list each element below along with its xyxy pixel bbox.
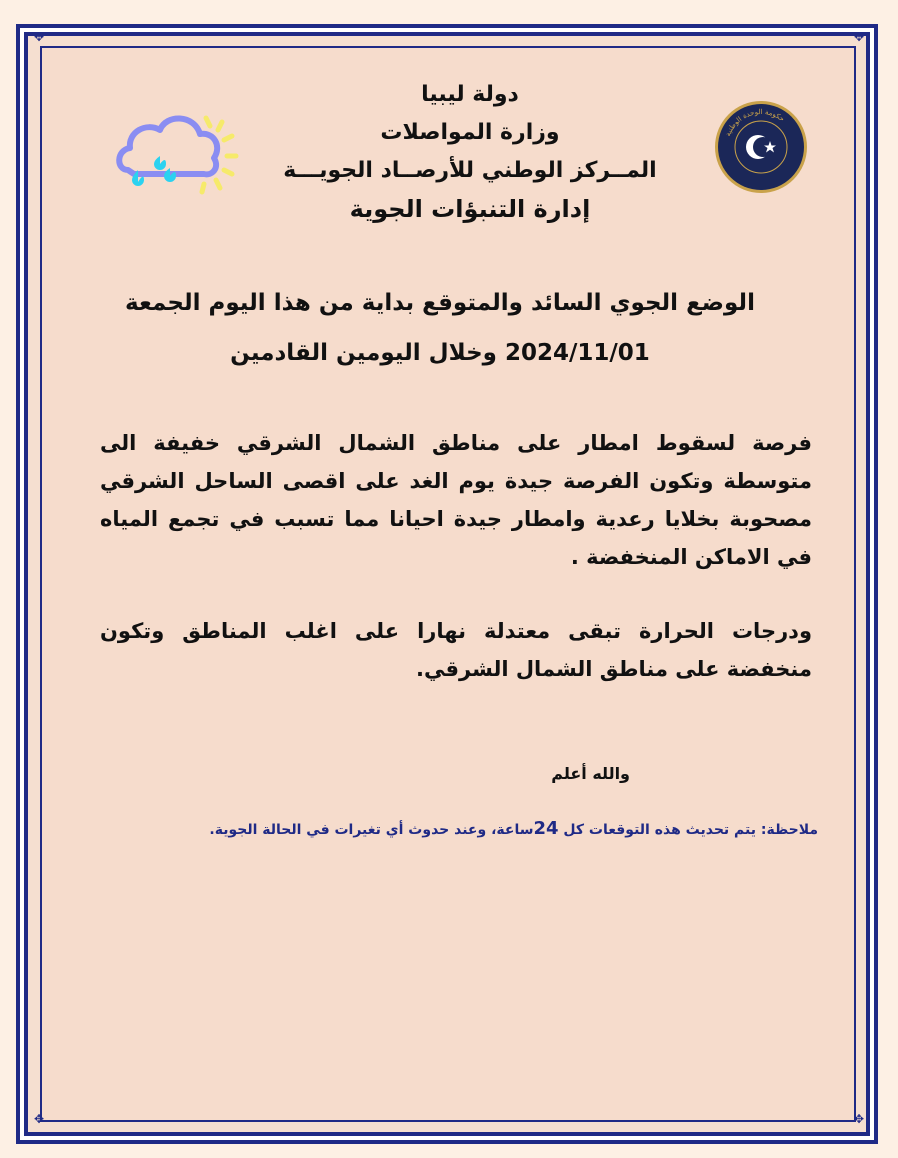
corner-ornament-icon: ✥ (33, 1112, 45, 1126)
header-line-country: دولة ليبيا (421, 82, 519, 107)
note-text-part1: يتم تحديث هذه التوقعات كل (558, 822, 761, 838)
header-line-ministry: وزارة المواصلات (380, 120, 560, 145)
libya-crescent-star-seal (714, 100, 808, 194)
forecast-paragraph-temperature: ودرجات الحرارة تبقى معتدلة نهارا على اغلب المناطق وتكون منخفضة على مناطق الشمال الشرقي. (100, 619, 812, 681)
seal-text: حكومة الوحدة الوطنية (723, 107, 786, 138)
note (196, 818, 818, 839)
header-line-center: المــركز الوطني للأرصــاد الجويـــة (283, 158, 657, 183)
note-text-part2: ساعة، وعند حدوث أي تغيرات في الحالة الجوية. (209, 822, 534, 838)
header-line-department: إدارة التنبؤات الجوية (349, 195, 591, 223)
corner-ornament-icon: ✥ (853, 1112, 865, 1126)
corner-ornament-icon: ✥ (853, 30, 865, 44)
header (270, 76, 670, 228)
corner-ornament-icon: ✥ (33, 30, 45, 44)
closing-phrase: والله أعلم (551, 764, 630, 783)
cloud-rain-sun-icon (114, 108, 244, 203)
forecast-paragraph-rain: فرصة لسقوط امطار على مناطق الشمال الشرقي خفيفة الى متوسطة وتكون الفرصة جيدة يوم الغد على اقصى الساحل الشرقي مصحوبة بخلايا رعدية وامطار جيدة احيانا مما تسبب في تجمع المياه في الاماكن المنخفضة . (100, 431, 812, 569)
note-label: ملاحظة: (760, 822, 818, 838)
note-hours: 24 (533, 818, 559, 839)
bulletin-title (100, 278, 780, 378)
title-line-2: 2024/11/01 وخلال اليومين القادمين (230, 340, 650, 366)
title-line-1: الوضع الجوي السائد والمتوقع بداية من هذا اليوم الجمعة (125, 290, 755, 316)
